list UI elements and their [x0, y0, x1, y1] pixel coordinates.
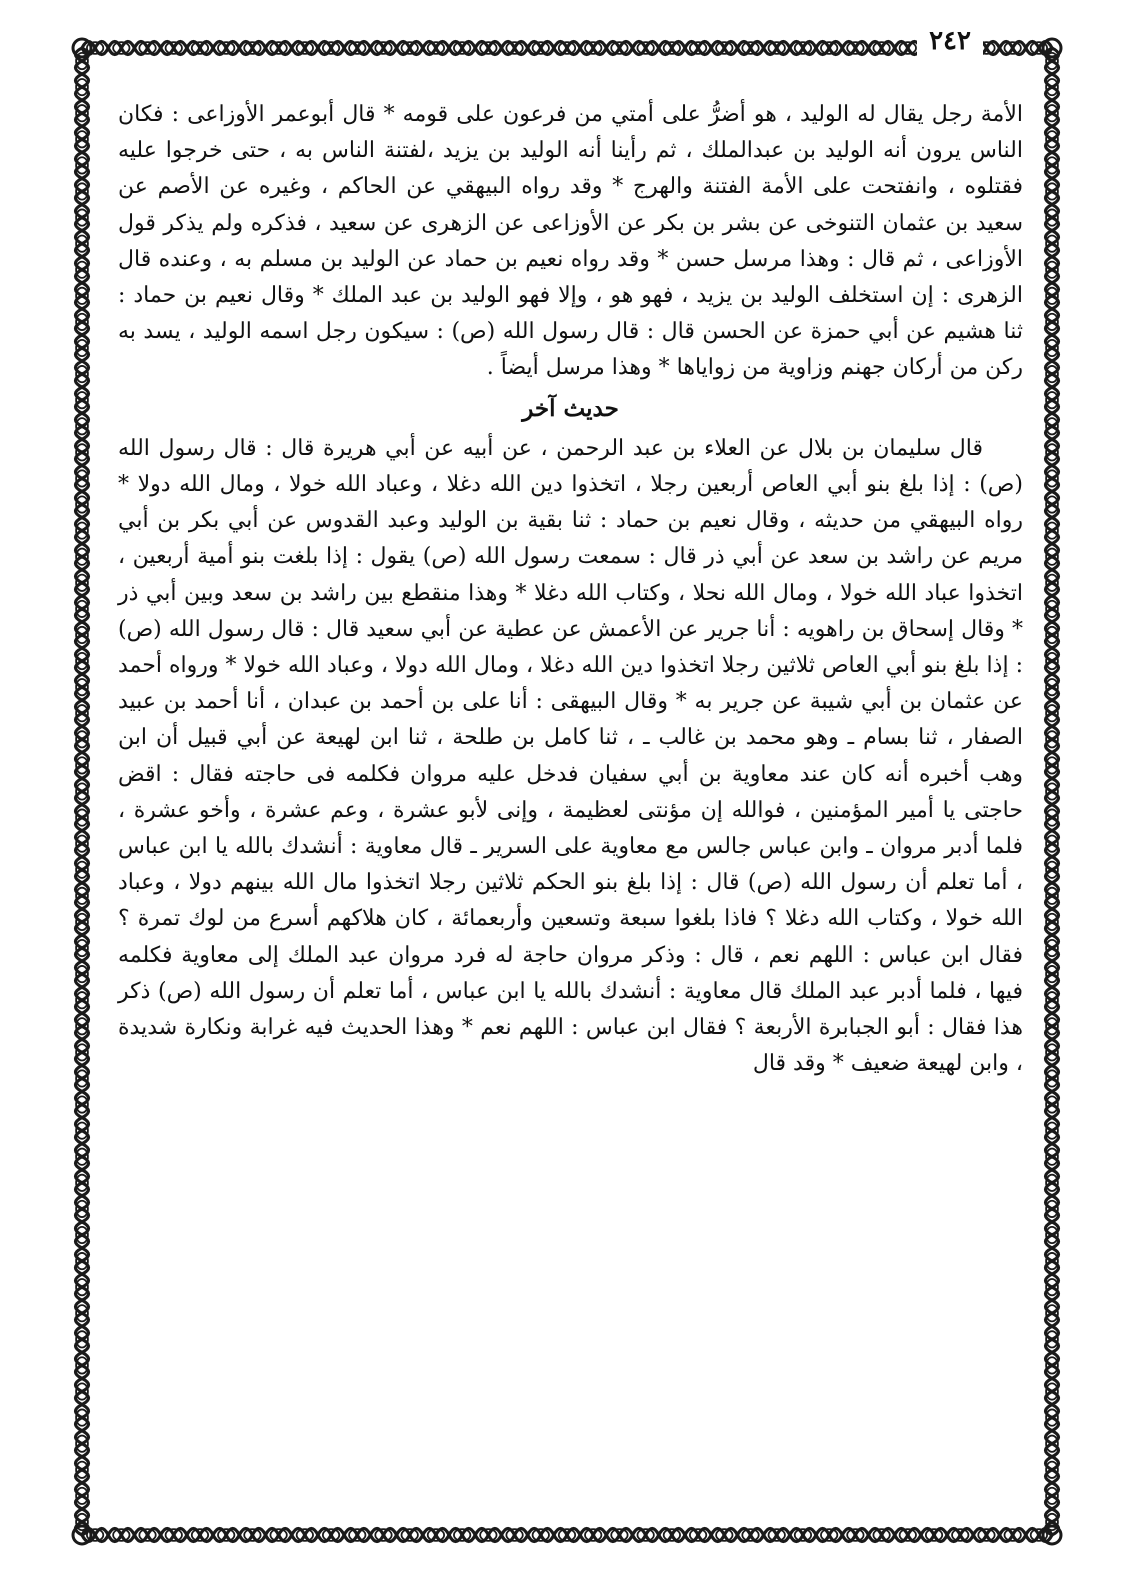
page-number: ٢٤٢ [917, 24, 983, 58]
paragraph-continuation: الأمة رجل يقال له الوليد ، هو أضرُّ على أمتي من فرعون على قومه * قال أبوعمر الأوزاعى : فكان الناس يرون أنه الوليد بن عبدالملك ، ثم رأينا أنه الوليد بن يزيد ،لفتنة الناس به ، حتى خرجوا عليه فقتلوه ، وانفتحت على الأمة الفتنة والهرج * وقد رواه البيهقي عن الحاكم ، وغيره عن الأصم عن سعيد بن عثمان التنوخى عن بشر بن بكر عن الأوزاعى عن الزهرى عن سعيد ، فذكره ولم يذكر قول الأوزاعى ، ثم قال : وهذا مرسل حسن * وقد رواه نعيم بن حماد عن الوليد بن مسلم به ، وعنده قال الزهرى : إن استخلف الوليد بن يزيد ، فهو هو ، وإلا فهو الوليد بن عبد الملك * وقال نعيم بن حماد : ثنا هشيم عن أبي حمزة عن الحسن قال : قال رسول الله (ص) : سيكون رجل اسمه الوليد ، يسد به ركن من أركان جهنم وزاوية من زواياها * وهذا مرسل أيضاً . [118, 102, 1023, 381]
paragraph-hadith: قال سليمان بن بلال عن العلاء بن عبد الرحمن ، عن أبيه عن أبي هريرة قال : قال رسول الله (ص) : إذا بلغ بنو أبي العاص أربعين رجلا ، اتخذوا دين الله دغلا ، وعباد الله خولا ، ومال الله دولا * رواه البيهقي من حديثه ، وقال نعيم بن حماد : ثنا بقية بن الوليد وعبد القدوس عن أبي بكر بن أبي مريم عن راشد بن سعد عن أبي ذر قال : سمعت رسول الله (ص) يقول : إذا بلغت بنو أمية أربعين ، اتخذوا عباد الله خولا ، ومال الله نحلا ، وكتاب الله دغلا * وهذا منقطع بين راشد بن سعد وبين أبي ذر * وقال إسحاق بن راهويه : أنا جرير عن الأعمش عن عطية عن أبي سعيد قال : قال رسول الله (ص) : إذا بلغ بنو أبي العاص ثلاثين رجلا اتخذوا دين الله دغلا ، ومال الله دولا ، وعباد الله خولا * ورواه أحمد عن عثمان بن أبي شيبة عن جرير به * وقال البيهقى : أنا على بن أحمد بن عبدان ، أنا أحمد بن عبيد الصفار ، ثنا بسام ـ وهو محمد بن غالب ـ ، ثنا كامل بن طلحة ، ثنا ابن لهيعة عن أبي قبيل أن ابن وهب أخبره أنه كان عند معاوية بن أبي سفيان فدخل عليه مروان فكلمه فى حاجته فقال : اقض حاجتى يا أمير المؤمنين ، فوالله إن مؤنتى لعظيمة ، وإنى لأبو عشرة ، وعم عشرة ، وأخو عشرة ، فلما أدبر مروان ـ وابن عباس جالس مع معاوية على السرير ـ قال معاوية : أنشدك بالله يا ابن عباس ، أما تعلم أن رسول الله (ص) قال : إذا بلغ بنو الحكم ثلاثين رجلا اتخذوا مال الله بينهم دولا ، وعباد الله خولا ، وكتاب الله دغلا ؟ فاذا بلغوا سبعة وتسعين وأربعمائة ، كان هلاكهم أسرع من لوك تمرة ؟ فقال ابن عباس : اللهم نعم ، قال : وذكر مروان حاجة له فرد مروان عبد الملك إلى معاوية فكلمه فيها ، فلما أدبر عبد الملك قال معاوية : أنشدك بالله يا ابن عباس ، أما تعلم أن رسول الله (ص) ذكر هذا فقال : أبو الجبابرة الأربعة ؟ فقال ابن عباس : اللهم نعم * وهذا الحديث فيه غرابة ونكارة شديدة ، وابن لهيعة ضعيف * وقد قال [118, 435, 1024, 1077]
section-heading: حديث آخر [522, 394, 619, 422]
page-text-block [118, 97, 1023, 1082]
